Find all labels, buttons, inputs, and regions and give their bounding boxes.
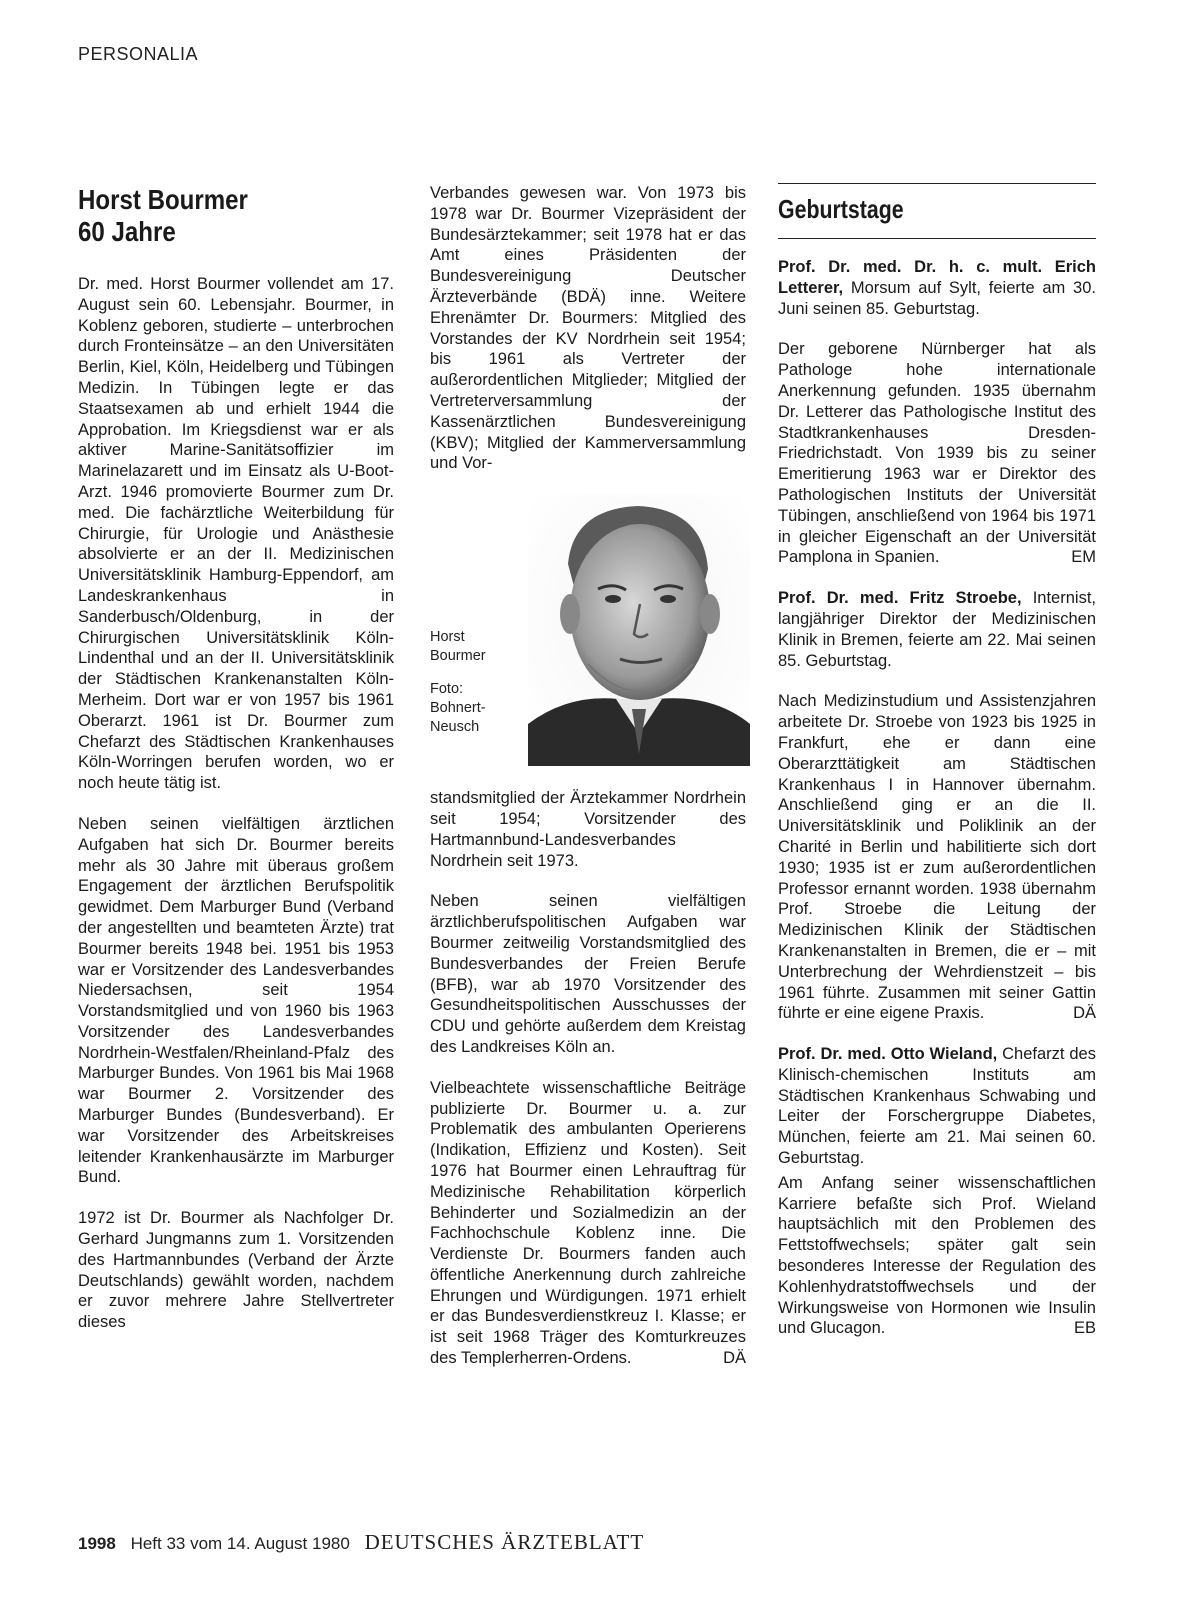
article-paragraph: Neben seinen vielfältigen ärztlichen Aufgaben hat sich Dr. Bourmer bereits mehr als 30 Jahre mit überaus großem Engagement der ärztlichen Berufspolitik gewidmet. Dem Marburger Bund (Verband der angestellten und beamteten Ärzte) trat Bourmer bereits 1948 bei. 1951 bis 1953 war er Vorsitzender des Landesverbandes Niedersachsen, seit 1954 Vorstandsmitglied und von 1960 bis 1963 Vorsitzender des Landesverbandes Nordrhein-Westfalen/Rheinland-Pfalz des Marburger Bundes. Von 1961 bis Mai 1968 war Bourmer 2. Vorsitzender des Marburger Bundes (Bundesverband). Er war Vorsitzender des Arbeitskreises leitender Krankenhausärzte im Marburger Bund. — [78, 814, 394, 1187]
birthdays-title: Geburtstage — [778, 194, 904, 224]
photo-caption: Horst Bourmer Foto: Bohnert- Neusch — [430, 628, 510, 737]
birthdays-column — [778, 183, 1096, 1359]
article-title-line-2: 60 Jahre — [78, 216, 176, 247]
page-number: 1998 — [78, 1534, 116, 1553]
person-name: Prof. Dr. med. Fritz Stroebe, — [778, 589, 1022, 608]
article-paragraph: Neben seinen vielfältigen ärztlichberufspolitischen Aufgaben war Bourmer zeitweilig Vorstandsmitglied des Bundesverbandes der Freien Berufe (BFB), war ab 1970 Vorsitzender des Gesundheitspolitischen Ausschusses der CDU und gehörte außerdem dem Kreistag des Landkreises Köln an. — [430, 892, 746, 1056]
article-column-2 — [430, 183, 746, 1389]
birthday-entry-body: Am Anfang seiner wissenschaftlichen Karriere befaßte sich Prof. Wieland hauptsächlich mit den Problemen des Fettstoffwechsels; später galt sein besonderes Interesse der Regulation des Kohlenhydratstoffwechsels und der Wirkungsweise von Hormonen wie Insulin und Glucagon. EB — [778, 1173, 1096, 1338]
article-paragraph: 1972 ist Dr. Bourmer als Nachfolger Dr. Gerhard Jungmanns zum 1. Vorsitzenden des Hartmannbundes (Verband der Ärzte Deutschlands) gewählt worden, nachdem er zuvor mehrere Jahre Stellvertreter dieses — [78, 1209, 394, 1332]
article-column-1 — [78, 184, 394, 1353]
magazine-name: DEUTSCHES ÄRZTEBLATT — [364, 1530, 645, 1554]
birthday-entry-body: Nach Medizinstudium und Assistenzjahren arbeitete Dr. Stroebe von 1923 bis 1925 in Frankfurt, ehe er dann eine Oberarzttätigkeit am Städtischen Krankenhaus I in Hannover übernahm. Anschließend ging er an die II. Universitätsklinik und Poliklinik an der Charité in Berlin und habilitierte sich dort 1930; 1935 ist er zum außerordentlichen Professor ernannt worden. 1938 übernahm Prof. Stroebe die Leitung der Medizinischen Klinik der Städtischen Krankenanstalten in Bremen, die er – mit Unterbrechung der Wehrdienstzeit – bis 1961 führte. Zusammen mit seiner Gattin führte er eine eigene Praxis. DÄ — [778, 692, 1096, 1023]
photo-block — [430, 480, 746, 780]
author-signature: DÄ — [1073, 1004, 1096, 1023]
article-title — [78, 184, 350, 248]
birthday-entry-intro: Prof. Dr. med. Dr. h. c. mult. Erich Letterer, Morsum auf Sylt, feierte am 30. Juni seinen 85. Geburtstag. — [778, 258, 1096, 318]
article-title-line-1: Horst Bourmer — [78, 184, 248, 215]
page-footer — [78, 1530, 644, 1555]
photo-credit: Foto: — [430, 681, 464, 698]
article-paragraph: Verbandes gewesen war. Von 1973 bis 1978 war Dr. Bourmer Vizepräsident der Bundesärztekammer; seit 1978 hat er das Amt eines Präsidenten der Bundesvereinigung Deutscher Ärzteverbände (BDÄ) inne. Weitere Ehrenämter Dr. Bourmers: Mitglied des Vorstandes der KV Nordrhein seit 1954; bis 1961 als Vertreter der außerordentlichen Mitglieder; Mitglied der Vertreterversammlung der Kassenärztlichen Bundesvereinigung (KBV); Mitglied der Kammerversammlung und Vor- — [430, 184, 746, 473]
birthday-entry-body: Der geborene Nürnberger hat als Pathologe hohe internationale Anerkennung gefunden. 1935 übernahm Dr. Letterer das Pathologische Institut des Stadtkrankenhauses Dresden-Friedrichstadt. Von 1939 bis zu seiner Emeritierung 1963 war er Direktor des Pathologischen Instituts der Universität Tübingen, anschließend von 1964 bis 1971 in gleicher Eigenschaft an der Universität Pamplona in Spanien. EM — [778, 340, 1096, 567]
article-paragraph: Vielbeachtete wissenschaftliche Beiträge publizierte Dr. Bourmer u. a. zur Problematik des ambulanten Operierens (Indikation, Effizienz und Kosten). Seit 1976 hat Bourmer einen Lehrauftrag für Medizinische Rehabilitation körperlich Behinderter und Sozialmedizin an der Fachhochschule Koblenz inne. Die Verdienste Dr. Bourmers fanden auch öffentliche Anerkennung durch zahlreiche Ehrungen und Würdigungen. 1971 erhielt er das Bundesverdienstkreuz I. Klasse; er ist seit 1968 Träger des Komturkreuzes des Templerherren-Ordens. DÄ — [430, 1078, 746, 1368]
birthday-entry-intro: Prof. Dr. med. Fritz Stroebe, Internist, langjähriger Direktor der Medizinischen Klinik in Bremen, feierte am 22. Mai seinen 85. Geburtstag. — [778, 589, 1096, 670]
portrait-photo — [528, 494, 750, 766]
author-signature: EB — [1073, 1319, 1096, 1338]
person-name: Prof. Dr. med. Otto Wieland, — [778, 1045, 998, 1064]
person-name: Prof. Dr. med. Dr. h. c. mult. Erich Letterer, — [778, 258, 1096, 297]
author-signature: DÄ — [723, 1349, 746, 1368]
section-label: PERSONALIA — [78, 44, 199, 64]
article-paragraph: Dr. med. Horst Bourmer vollendet am 17. August sein 60. Lebensjahr. Bourmer, in Koblenz geboren, studierte – unterbrochen durch Fronteinsätze – an den Universitäten Berlin, Kiel, Köln, Heidelberg und Tübingen Medizin. In Tübingen legte er das Staatsexamen ab und erhielt 1944 die Approbation. Im Kriegsdienst war er als aktiver Marine-Sanitätsoffizier im Marinelazarett und im Einsatz als U-Boot-Arzt. 1946 promovierte Bourmer zum Dr. med. Die fachärztliche Weiterbildung für Chirurgie, für Urologie und Anästhesie absolvierte er an der II. Medizinischen Universitätsklinik Hamburg-Eppendorf, am Landeskrankenhaus in Sanderbusch/Oldenburg, in der Chirurgischen Universitätsklinik Köln-Lindenthal und an der II. Universitätsklinik der Städtischen Krankenanstalten Köln-Merheim. Dort war er von 1957 bis 1961 Oberarzt. 1961 ist Dr. Bourmer zum Chefarzt des Städtischen Krankenhauses Köln-Worringen berufen worden, wo er noch heute tätig ist. — [78, 275, 394, 793]
birthdays-header — [778, 184, 1096, 239]
article-paragraph: standsmitglied der Ärztekammer Nordrhein seit 1954; Vorsitzender des Hartmannbund-Landesverbandes Nordrhein seit 1973. — [430, 789, 746, 870]
issue-info: Heft 33 vom 14. August 1980 — [130, 1534, 350, 1553]
birthday-entry-intro: Prof. Dr. med. Otto Wieland, Chefarzt des Klinisch-chemischen Instituts am Städtischen Krankenhaus Schwabing und Leiter der Forschergruppe Diabetes, München, feierte am 21. Mai seinen 60. Geburtstag. — [778, 1045, 1096, 1168]
author-signature: EM — [1071, 548, 1096, 567]
